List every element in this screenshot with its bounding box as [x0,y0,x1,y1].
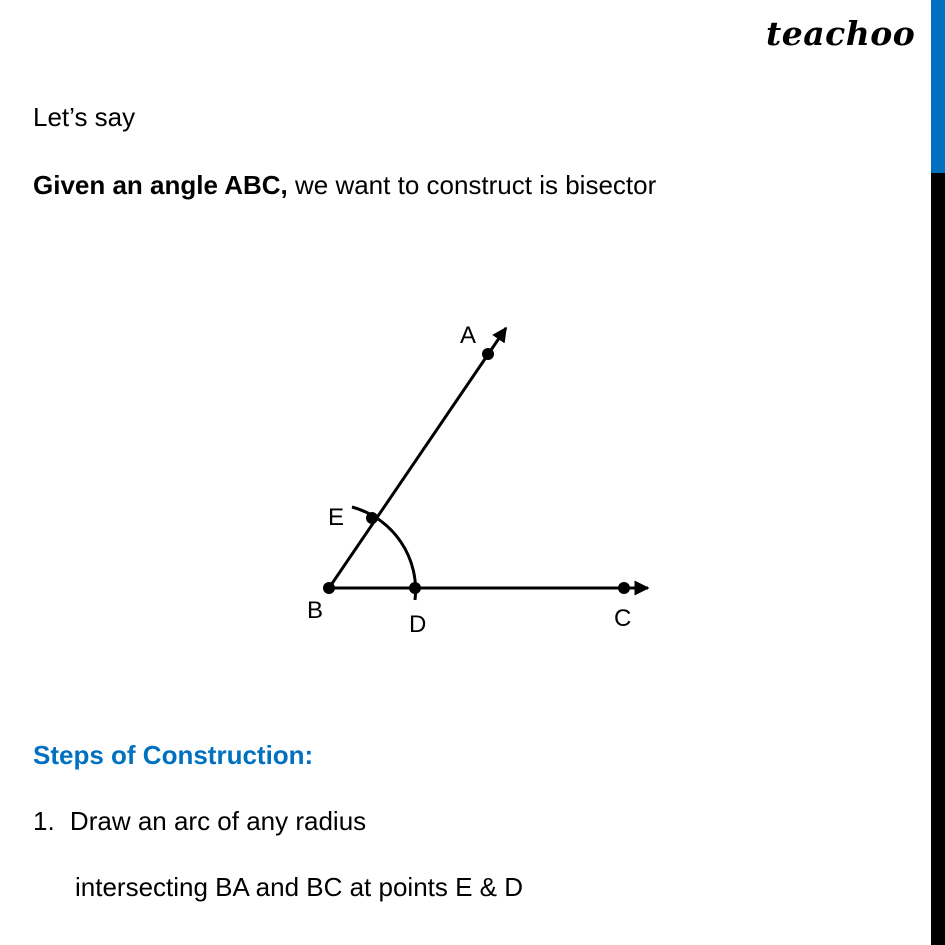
label-e: E [328,504,345,531]
step-1-number: 1. [33,806,55,836]
problem-statement-rest: we want to construct is bisector [287,170,657,200]
intro-text: Let’s say [33,102,136,132]
ray-ba [329,328,506,588]
steps-heading: Steps of Construction: [33,740,314,770]
step-1-text: Draw an arc of any radius [69,806,367,836]
point-d [409,582,421,594]
point-c [618,582,630,594]
problem-statement-bold: Given an angle ABC, [33,170,288,200]
point-e [366,512,378,524]
construction-arc [352,507,416,600]
teachoo-logo: teachoo [766,14,916,53]
point-b [323,582,335,594]
point-a [482,348,494,360]
step-1 [33,806,366,837]
label-a: A [460,322,477,349]
label-d: D [409,611,427,638]
step-1-continuation: intersecting BA and BC at points E & D [75,872,524,902]
label-b: B [307,597,324,624]
label-c: C [614,605,632,632]
